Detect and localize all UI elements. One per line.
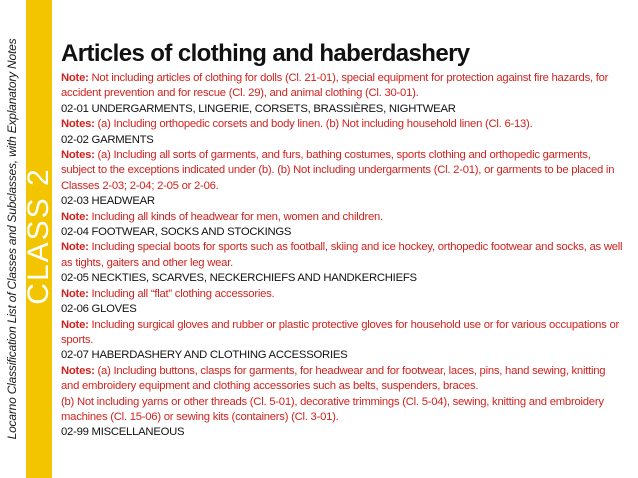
explanatory-note — [61, 210, 625, 225]
note-label: Notes: — [61, 149, 95, 162]
vertical-caption-text: Locarno Classification List of Classes and Subclasses, with Explanatory Notes — [5, 38, 19, 440]
line-text: 02-07 HABERDASHERY AND CLOTHING ACCESSORIES — [61, 349, 348, 362]
line-text: 02-06 GLOVES — [61, 303, 137, 316]
line-text: 02-02 GARMENTS — [61, 133, 154, 146]
subclass-heading — [61, 133, 625, 148]
subclass-heading — [61, 271, 625, 286]
subclass-heading — [61, 102, 625, 117]
explanatory-note — [61, 364, 625, 395]
explanatory-note — [61, 71, 625, 102]
note-label: Notes: — [61, 364, 95, 377]
line-text: 02-04 FOOTWEAR, SOCKS AND STOCKINGS — [61, 226, 292, 239]
subclass-heading — [61, 302, 625, 317]
explanatory-note — [61, 240, 625, 271]
explanatory-note — [61, 117, 625, 132]
line-text: Not including articles of clothing for dolls (Cl. 21-01), special equipment for protection against fire hazards, for accident prevention and for rescue (Cl. 29), and animal clothing (Cl. 30-01). — [61, 72, 609, 100]
note-label: Note: — [61, 210, 89, 223]
line-text: (a) Including buttons, clasps for garments, for headwear and for footwear, laces, pins, hand sewing, knitting and embroidery equipment and clothing accessories such as belts, suspenders, braces. — [61, 364, 606, 393]
line-text: 02-03 HEADWEAR — [61, 195, 155, 208]
line-text: Including all kinds of headwear for men, women and children. — [88, 210, 383, 223]
line-text: (b) Not including yarns or other threads (Cl. 5-01), decorative trimmings (Cl. 5-04), sewing, knitting and embroidery machines (Cl. 15-06) or sewing kits (containers) (Cl. 3-01). — [61, 395, 604, 423]
line-text: (a) Including orthopedic corsets and body linen. (b) Not including household linen (Cl. 6-13). — [94, 118, 533, 131]
line-text: (a) Including all sorts of garments, and furs, bathing costumes, sports clothing and orthopedic garments, subject to the exceptions indicated under (b). (b) Not including undergarments (Cl. 2-01), or garments to be placed in Classes 2-03; 2-04; 2-05 or 2-06. — [61, 149, 615, 192]
note-label: Note: — [61, 241, 89, 254]
line-text: 02-99 MISCELLANEOUS — [61, 426, 185, 439]
subclass-heading — [61, 225, 625, 240]
line-text: Including surgical gloves and rubber or plastic protective gloves for household use or for various occupations or sports. — [61, 318, 620, 346]
slide-title: Articles of clothing and haberdashery — [61, 40, 470, 67]
line-text: Including all “flat” clothing accessories. — [88, 287, 275, 300]
slide-body — [61, 71, 625, 441]
line-text: 02-01 UNDERGARMENTS, LINGERIE, CORSETS, BRASSIÈRES, NIGHTWEAR — [61, 102, 456, 115]
note-label: Note: — [61, 318, 89, 331]
line-text: Including special boots for sports such as football, skiing and ice hockey, orthopedic footwear and socks, as well as tights, gaiters and other leg wear. — [61, 241, 623, 269]
explanatory-note — [61, 148, 625, 194]
class-label: CLASS 2 — [22, 167, 55, 305]
explanatory-note — [61, 395, 625, 426]
subclass-heading — [61, 425, 625, 440]
note-label: Note: — [61, 287, 89, 300]
explanatory-note — [61, 287, 625, 302]
note-label: Notes: — [61, 118, 95, 131]
line-text: 02-05 NECKTIES, SCARVES, NECKERCHIEFS AND HANDKERCHIEFS — [61, 272, 417, 285]
slide-content — [61, 40, 625, 441]
class-sidebar — [22, 0, 55, 478]
subclass-heading — [61, 348, 625, 363]
explanatory-note — [61, 318, 625, 349]
vertical-caption — [0, 0, 24, 478]
note-label: Note: — [61, 72, 89, 84]
subclass-heading — [61, 194, 625, 209]
